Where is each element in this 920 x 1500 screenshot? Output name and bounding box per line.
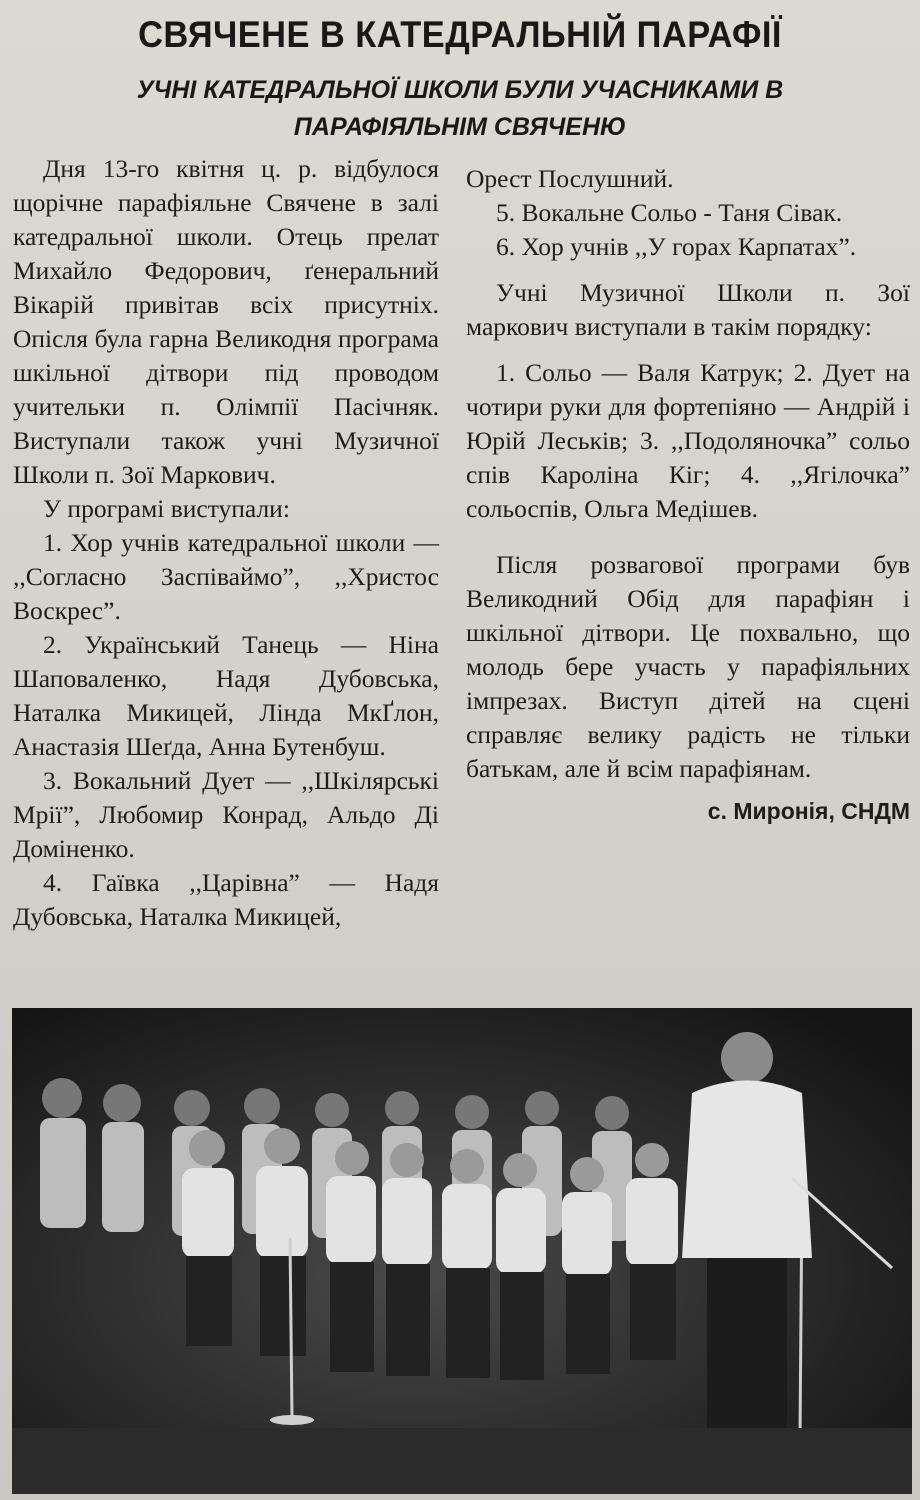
headline: СВЯЧЕНЕ В КАТЕДРАЛЬНІЙ ПАРАФІЇ (138, 14, 782, 55)
music-school-intro: Учні Музичної Школи п. Зої маркович виступали в такім порядку: (466, 278, 910, 341)
program-item-2: 2. Український Танець — Ніна Шаповаленко, Надя Дубовська, Наталка Микицей, Лінда МкҐлон, Анастазія Шеґда, Анна Бутенбуш. (13, 630, 439, 761)
subheadline (40, 72, 880, 146)
right-column (466, 162, 910, 828)
music-school-items: 1. Сольо — Валя Катрук; 2. Дует на чотири руки для фортепіяно — Андрій і Юрій Леськів; 3. ,,Подоляночка” сольо спів Кароліна Кіг; 4. ,,Ягілочка” сольоспів, Ольга Медішев. (466, 358, 910, 523)
program-item-3: 3. Вокальний Дует — ,,Шкілярські Мрії”, Любомир Конрад, Альдо Ді Доміненко. (13, 766, 439, 863)
choir-photo-illustration (12, 1008, 912, 1494)
subheadline-line-1: УЧНІ КАТЕДРАЛЬНОЇ ШКОЛИ БУЛИ УЧАСНИКАМИ В (136, 76, 784, 104)
program-item-6: 6. Хор учнів ,,У горах Карпатах”. (496, 232, 857, 261)
closing-paragraph: Після розвагової програми був Великодний Обід для парафіян і шкільної дітвори. Це похвально, що молодь бере участь у парафіяльних імпрезах. Виступ дітей на сцені справляє велику радість не тільки батькам, але й всім парафіянам. (466, 550, 910, 783)
left-column (13, 152, 439, 934)
author-signature: с. Миронія, СНДМ (707, 798, 910, 824)
program-heading: У програмі виступали: (43, 494, 290, 523)
program-item-4: 4. Гаївка ,,Царівна” — Надя Дубовська, Наталка Микицей, (13, 868, 439, 931)
program-item-4-continuation: Орест Послушний. (466, 164, 674, 193)
program-item-5: 5. Вокальне Сольо - Таня Сівак. (496, 198, 843, 227)
program-item-1: 1. Хор учнів катедральної школи — ,,Согласно Заспіваймо”, ,,Христос Воскрес”. (13, 528, 439, 625)
intro-paragraph: Дня 13-го квітня ц. р. відбулося щорічне парафіяльне Свячене в залі катедральної школи. Отець прелат Михайло Федорович, ґенеральний Вікарій привітав всіх присутніх. Опісля була гарна Великодня програма шкільної дітвори під проводом учительки п. Олімпії Пасічняк. Виступали також учні Музичної Школи п. Зої Маркович. (13, 154, 439, 489)
subheadline-line-2: ПАРАФІЯЛЬНІМ СВЯЧЕНЮ (293, 113, 627, 141)
choir-photo (12, 1008, 912, 1494)
